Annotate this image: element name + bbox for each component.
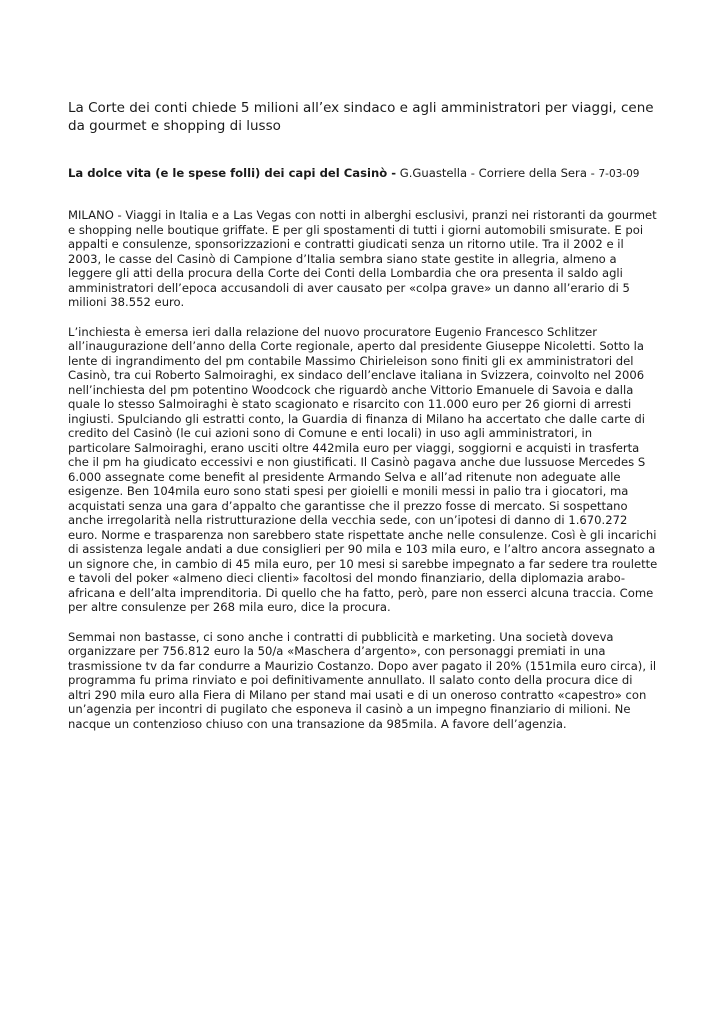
article-body	[68, 208, 658, 731]
article-paragraph: L’inchiesta è emersa ieri dalla relazione del nuovo procuratore Eugenio Francesco Schlitzer all’inaugurazione dell’anno della Corte regionale, aperto dal presidente Giuseppe Nicoletti. Sotto la lente di ingrandimento del pm contabile Massimo Chirieleison sono finiti gli ex amministratori del Casinò, tra cui Roberto Salmoiraghi, ex sindaco dell’enclave italiana in Svizzera, coinvolto nel 2006 nell’inchiesta del pm potentino Woodcock che riguardò anche Vittorio Emanuele di Savoia e dalla quale lo stesso Salmoiraghi è stato scagionato e risarcito con 11.000 euro per 26 giorni di arresti ingiusti. Spulciando gli estratti conto, la Guardia di finanza di Milano ha accertato che dalle carte di credito del Casinò (le cui azioni sono di Comune e enti locali) in uso agli amministratori, in particolare Salmoiraghi, erano usciti oltre 442mila euro per viaggi, soggiorni e acquisti in trasferta che il pm ha giudicato eccessivi e non giustificati. Il Casinò pagava anche due lussuose Mercedes S 6.000 assegnate come benefit al presidente Armando Selva e all’ad ritenute non adeguate alle esigenze. Ben 104mila euro sono stati spesi per gioielli e monili messi in palio tra i giocatori, ma acquistati senza una gara d’appalto che garantisse che il prezzo fosse di mercato. Si sospettano anche irregolarità nella ristrutturazione della vecchia sede, con un’ipotesi di danno di 1.670.272 euro. Norme e trasparenza non sarebbero state rispettate anche nelle consulenze. Così è gli incarichi di assistenza legale andati a due consiglieri per 90 mila e 103 mila euro, e l’altro ancora assegnato a un signore che, in cambio di 45 mila euro, per 10 mesi si sarebbe impegnato a far sedere tra roulette e tavoli del poker «almeno dieci clienti» facoltosi del mondo finanziario, della diplomazia arabo-africana e dell’alta imprenditoria. Di quello che ha fatto, però, pare non esserci alcuna traccia. Come per altre consulenze per 268 mila euro, dice la procura.	[68, 324, 658, 614]
article-paragraph: MILANO - Viaggi in Italia e a Las Vegas con notti in alberghi esclusivi, pranzi nei ristoranti da gourmet e shopping nelle boutique griffate. E per gli spostamenti di tutti i giorni automobili smisurate. E poi appalti e consulenze, sponsorizzazioni e contratti giudicati senza un ritorno utile. Tra il 2002 e il 2003, le casse del Casinò di Campione d’Italia sembra siano state gestite in allegria, almeno a leggere gli atti della procura della Corte dei Conti della Lombardia che ora presenta il saldo agli amministratori dell’epoca accusandoli di aver causato per «colpa grave» un danno all’erario di 5 milioni 38.552 euro.	[68, 208, 657, 309]
article-source: G.Guastella - Corriere della Sera -	[396, 166, 599, 180]
article-headline: La Corte dei conti chiede 5 milioni all’ex sindaco e agli amministratori per viaggi, cene da gourmet e shopping di lusso	[68, 100, 654, 134]
article-subtitle: La dolce vita (e le spese folli) dei capi del Casinò -	[68, 166, 397, 180]
article-byline	[68, 166, 658, 182]
article-paragraph: Semmai non bastasse, ci sono anche i contratti di pubblicità e marketing. Una società doveva organizzare per 756.812 euro la 50/a «Maschera d’argento», con personaggi premiati in una trasmissione tv da far condurre a Maurizio Costanzo. Dopo aver pagato il 20% (151mila euro circa), il programma fu prima rinviato e poi definitivamente annullato. Il salato conto della procura dice di altri 290 mila euro alla Fiera di Milano per stand mai usati e di un oneroso contratto «capestro» con un’agenzia per incontri di pugilato che esponeva il casinò a un impegno finanziario di milioni. Ne nacque un contenzioso chiuso con una transazione da 985mila. A favore dell’agenzia.	[68, 629, 657, 731]
document-page	[68, 99, 658, 746]
article-date: 7-03-09	[598, 168, 640, 180]
